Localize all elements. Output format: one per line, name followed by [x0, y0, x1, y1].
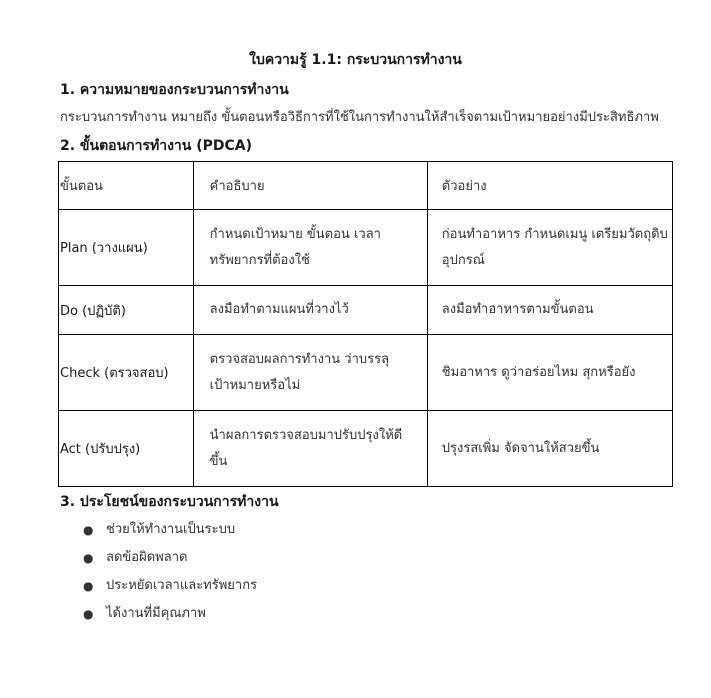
example-line: ปรุงรสเพิ่ม จัดจานให้สวยขึ้น: [441, 440, 600, 456]
description-cell: [193, 210, 427, 286]
description-line: ขึ้น: [209, 453, 228, 469]
page-title: ใบความรู้ 1.1: กระบวนการทำงาน: [249, 52, 462, 68]
section-meaning-heading: 1. ความหมายของกระบวนการทำงาน: [60, 82, 289, 98]
list-item: [70, 572, 257, 600]
section-steps-heading: 2. ขั้นตอนการทำงาน (PDCA): [60, 138, 253, 154]
bullet-icon: ●: [83, 551, 94, 565]
list-item: [70, 544, 257, 572]
bullet-icon: ●: [83, 607, 94, 621]
description-line: กำหนดเป้าหมาย ขั้นตอน เวลา: [209, 226, 381, 242]
list-item: [70, 516, 257, 544]
description-line: นำผลการตรวจสอบมาปรับปรุงให้ดี: [209, 427, 403, 443]
table-row-check: [59, 335, 673, 411]
list-item: [70, 600, 257, 628]
column-header-example: ตัวอย่าง: [427, 162, 672, 210]
description-line: ทรัพยากรที่ต้องใช้: [209, 252, 310, 268]
bullet-icon: ●: [83, 579, 94, 593]
example-line: ลงมือทำอาหารตามขั้นตอน: [441, 302, 594, 317]
description-cell: [193, 411, 427, 487]
table-header-row: [59, 162, 673, 210]
list-item-text: ช่วยให้ทำงานเป็นระบบ: [106, 522, 236, 537]
description-cell: [193, 335, 427, 411]
pdca-table: [58, 161, 673, 487]
example-cell: [427, 210, 672, 286]
table-row-do: [59, 286, 673, 335]
section-benefits-heading: 3. ประโยชน์ของกระบวนการทำงาน: [60, 494, 279, 510]
table-row-act: [59, 411, 673, 487]
benefits-list: [70, 516, 257, 628]
description-cell: [193, 286, 427, 335]
column-header-step: ขั้นตอน: [59, 162, 194, 210]
step-cell: Plan (วางแผน): [59, 210, 194, 286]
description-line: ตรวจสอบผลการทำงาน ว่าบรรลุ: [209, 351, 390, 367]
description-line: ลงมือทำตามแผนที่วางไว้: [209, 302, 349, 317]
step-cell: Do (ปฏิบัติ): [59, 286, 194, 335]
example-cell: [427, 411, 672, 487]
list-item-text: ได้งานที่มีคุณภาพ: [106, 606, 206, 621]
description-line: เป้าหมายหรือไม่: [209, 377, 301, 393]
example-line: ก่อนทำอาหาร กำหนดเมนู เตรียมวัตถุดิบ: [441, 226, 668, 242]
step-cell: Act (ปรับปรุง): [59, 411, 194, 487]
column-header-description: คำอธิบาย: [193, 162, 427, 210]
definition-text: กระบวนการทำงาน หมายถึง ขั้นตอนหรือวิธีการที่ใช้ในการทำงานให้สำเร็จตามเป้าหมายอย่างมีประสิทธิภาพ: [60, 110, 659, 125]
table-row-plan: [59, 210, 673, 286]
example-line: อุปกรณ์: [441, 252, 485, 268]
step-cell: Check (ตรวจสอบ): [59, 335, 194, 411]
example-line: ชิมอาหาร ดูว่าอร่อยไหม สุกหรือยัง: [441, 364, 636, 380]
list-item-text: ประหยัดเวลาและทรัพยากร: [106, 578, 258, 593]
example-cell: [427, 335, 672, 411]
bullet-icon: ●: [83, 523, 94, 537]
list-item-text: ลดข้อผิดพลาด: [106, 550, 188, 565]
example-cell: [427, 286, 672, 335]
